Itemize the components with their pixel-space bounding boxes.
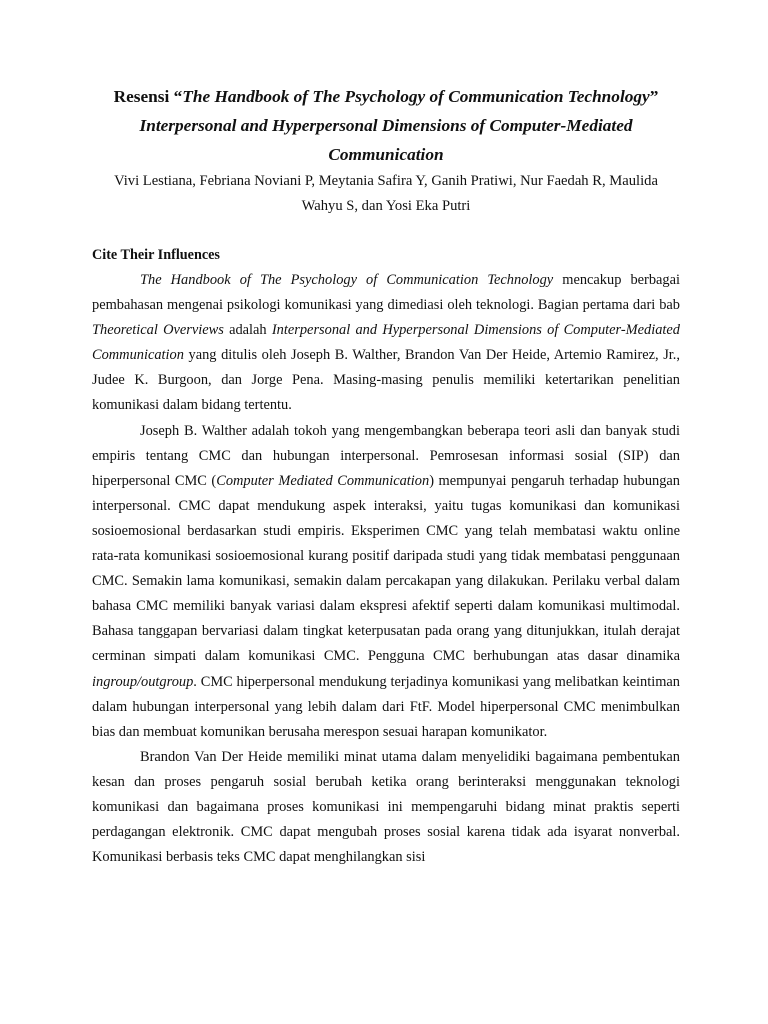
p2-text-a: Joseph B. Walther adalah tokoh yang mengembangkan beberapa teori asli dan banyak studi empiris tentang CMC dan hubungan interpersonal. Pemrosesan informasi sosial (SIP) dan hiperpersonal CMC (	[92, 422, 680, 489]
paragraph-1	[92, 268, 680, 419]
p1-text-b: adalah	[223, 322, 272, 339]
p3-text-a: Brandon Van Der Heide memiliki minat utama dalam menyelidiki bagaimana pembentukan kesan dan proses pengaruh sosial berubah ketika orang berinteraksi menggunakan teknologi komunikasi dan bagaimana proses komunikasi ini mempengaruhi bidang minat praktis seperti perdagangan elektronik. CMC dapat mengubah proses sosial karena tidak ada isyarat nonverbal. Komunikasi berbasis teks CMC dapat menghilangkan sisi	[92, 748, 680, 866]
section-heading: Cite Their Influences	[92, 247, 220, 263]
p1-text-c: yang ditulis oleh Joseph B. Walther, Brandon Van Der Heide, Artemio Ramirez, Jr., Judee K. Burgoon, dan Jorge Pena. Masing-masing penulis memiliki ketertarikan penelitian komunikasi dalam bidang tertentu.	[92, 347, 680, 414]
p2-text-c: . CMC hiperpersonal mendukung terjadinya komunikasi yang melibatkan keintiman dalam hubungan interpersonal yang lebih dalam dari FtF. Model hiperpersonal CMC menimbulkan bias dan membuat komunikan berusaha merespon sesuai harapan komunikator.	[92, 673, 680, 740]
p2-cmc-term: Computer Mediated Communication	[216, 472, 430, 489]
title-prefix: Resensi “	[113, 87, 183, 106]
paragraph-2	[92, 419, 680, 745]
p1-chapter-title: Theoretical Overviews	[92, 322, 224, 339]
document-title	[92, 82, 680, 111]
paragraph-3	[92, 745, 680, 870]
title-suffix: ”	[649, 87, 659, 106]
p2-text-b: ) mempunyai pengaruh terhadap hubungan interpersonal. CMC dapat mendukung aspek interaksi, yaitu tugas komunikasi dan komunikasi sosioemosional berdasarkan studi empiris. Eksperimen CMC yang telah membatasi waktu online rata-rata komunikasi sosioemosional kurang positif daripada studi yang tidak membatasi penggunaan CMC. Semakin lama komunikasi, semakin dalam percakapan yang dilakukan. Perilaku verbal dalam bahasa CMC memiliki banyak variasi dalam ekspresi afektif seperti dalam komunikasi multimodal. Bahasa tanggapan bervariasi dalam tingkat keterpusatan pada orang yang ditunjukkan, itulah derajat cerminan simpati dalam komunikasi CMC. Pengguna CMC berhubungan atas dasar dinamika	[92, 472, 680, 665]
p1-text-a: mencakup berbagai pembahasan mengenai psikologi komunikasi yang dimediasi oleh teknologi. Bagian pertama dari bab	[92, 272, 681, 314]
p1-article-title: Interpersonal and Hyperpersonal Dimensions of Computer-Mediated Communication	[92, 322, 680, 364]
author-list: Vivi Lestiana, Febriana Noviani P, Meytania Safira Y, Ganih Pratiwi, Nur Faedah R, Maulida Wahyu S, dan Yosi Eka Putri	[114, 173, 658, 214]
document-subtitle: Interpersonal and Hyperpersonal Dimensions of Computer-Mediated Communication	[139, 116, 633, 164]
p1-book-title: The Handbook of The Psychology of Communication Technology	[140, 272, 554, 288]
title-book-name: The Handbook of The Psychology of Communication Technology	[182, 87, 650, 106]
p2-ingroup-term: ingroup/outgroup	[92, 673, 194, 690]
